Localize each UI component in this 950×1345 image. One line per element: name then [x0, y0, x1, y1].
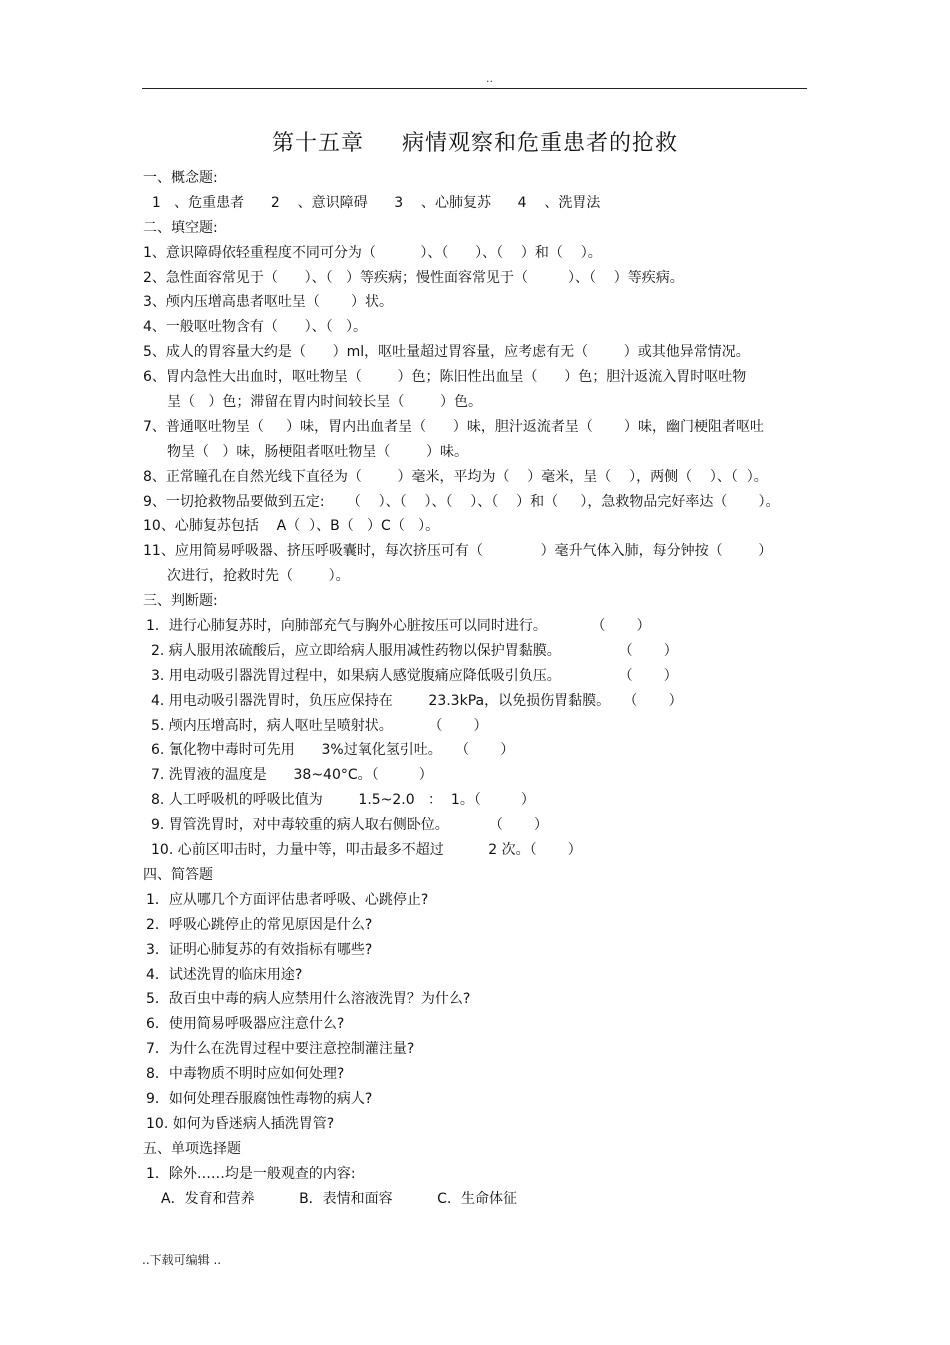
document-line: 4、一般呕吐物含有（ ）、（ ）。 — [143, 319, 367, 336]
document-line: 8、正常瞳孔在自然光线下直径为（ ）毫米，平均为（ ）毫米，呈（ ），两侧（ ）、（ ）。 — [143, 468, 768, 485]
document-line: 10. 如何为昏迷病人插洗胃管? — [146, 1115, 335, 1132]
document-line: 五、单项选择题 — [143, 1140, 241, 1157]
page-footer: ..下载可编辑 .. — [142, 1253, 222, 1267]
document-line: 1、意识障碍依轻重程度不同可分为（ ）、（ ）、（ ）和（ ）。 — [143, 244, 602, 261]
document-line: 6、胃内急性大出血时，呕吐物呈（ ）色；陈旧性出血呈（ ）色；胆汁返流入胃时呕吐物 — [143, 369, 747, 386]
page-title — [0, 126, 950, 157]
document-line: 一、概念题: — [143, 170, 218, 186]
document-line: 9．如何处理吞服腐蚀性毒物的病人? — [146, 1090, 373, 1107]
document-line: 6. 氰化物中毒时可先用 3%过氧化氢引吐。 （ ） — [151, 742, 515, 759]
document-line: 8. 人工呼吸机的呼吸比值为 1.5~2.0 ： 1。（ ） — [151, 792, 535, 809]
header-rule — [142, 88, 807, 89]
document-line: 四、简答题 — [143, 866, 213, 883]
chapter-number: 第十五章 — [271, 131, 364, 156]
document-line: 3、颅内压增高患者呕吐呈（ ）状。 — [143, 294, 394, 311]
chapter-title: 病情观察和危重患者的抢救 — [402, 131, 679, 156]
document-body — [143, 166, 813, 1211]
document-line: 次进行，抢救时先（ ）。 — [167, 568, 350, 585]
document-line: 4. 用电动吸引器洗胃时，负压应保持在 23.3kPa，以免损伤胃黏膜。 （ ） — [151, 692, 683, 709]
document-line: 10. 心前区叩击时，力量中等，叩击最多不超过 2 次。（ ） — [151, 842, 582, 859]
document-line: 9、一切抢救物品要做到五定: （ ）、（ ）、（ ）、（ ）和（ ），急救物品完好率达（ ）。 — [143, 493, 780, 510]
document-line: 3. 用电动吸引器洗胃过程中，如果病人感觉腹痛应降低吸引负压。 （ ） — [151, 667, 678, 684]
document-line: 10、心肺复苏包括 A（ ）、B（ ）C（ ）。 — [143, 518, 440, 535]
document-line: 三、判断题: — [143, 593, 218, 610]
document-line: 9. 胃管洗胃时，对中毒较重的病人取右侧卧位。 （ ） — [151, 817, 549, 834]
document-line: 5、成人的胃容量大约是（ ）ml，呕吐量超过胃容量，应考虑有无（ ）或其他异常情况。 — [143, 344, 750, 361]
document-line: 7、普通呕吐物呈（ ）味，胃内出血者呈（ ）味，胆汁返流者呈（ ）味，幽门梗阻者呕吐 — [143, 418, 765, 435]
document-line: 物呈（ ）味，肠梗阻者呕吐物呈（ ）味。 — [167, 443, 468, 460]
document-line: 2．呼吸心跳停止的常见原因是什么? — [146, 916, 373, 933]
document-line: 4．试述洗胃的临床用途? — [146, 966, 303, 983]
document-line: A．发育和营养 B．表情和面容 C．生命体征 — [161, 1190, 517, 1207]
document-line: 1．除外……均是一般观查的内容: — [146, 1165, 356, 1182]
document-line: 8．中毒物质不明时应如何处理? — [146, 1066, 345, 1083]
document-line: 1．应从哪几个方面评估患者呼吸、心跳停止? — [146, 891, 429, 908]
document-line: 7．为什么在洗胃过程中要注意控制灌注量? — [146, 1041, 415, 1058]
header-dots: .. — [486, 72, 493, 85]
document-line: 7. 洗胃液的温度是 38~40°C。（ ） — [151, 767, 433, 784]
document-line: 呈（ ）色；滞留在胃内时间较长呈（ ）色。 — [167, 394, 482, 411]
document-line: 2. 病人服用浓硫酸后，应立即给病人服用减性药物以保护胃黏膜。 （ ） — [151, 642, 678, 659]
document-line: 11、应用简易呼吸器、挤压呼吸囊时，每次挤压可有（ ）毫升气体入肺，每分钟按（ ） — [143, 543, 773, 560]
document-line: 1 、危重患者 2 、意识障碍 3 、心肺复苏 4 、洗胃法 — [143, 194, 601, 211]
document-line: 二、填空题: — [143, 219, 218, 236]
document-line: 5．敌百虫中毒的病人应禁用什么溶液洗胃？为什么? — [146, 991, 471, 1008]
document-line: 1．进行心肺复苏时，向肺部充气与胸外心脏按压可以同时进行。 （ ） — [146, 618, 651, 635]
document-line: 2、急性面容常见于（ ）、（ ）等疾病；慢性面容常见于（ ）、（ ）等疾病。 — [143, 269, 684, 286]
document-line: 5. 颅内压增高时，病人呕吐呈喷射状。 （ ） — [151, 717, 488, 734]
document-line: 3．证明心肺复苏的有效指标有哪些? — [146, 941, 373, 958]
document-line: 6．使用简易呼吸器应注意什么? — [146, 1016, 345, 1033]
